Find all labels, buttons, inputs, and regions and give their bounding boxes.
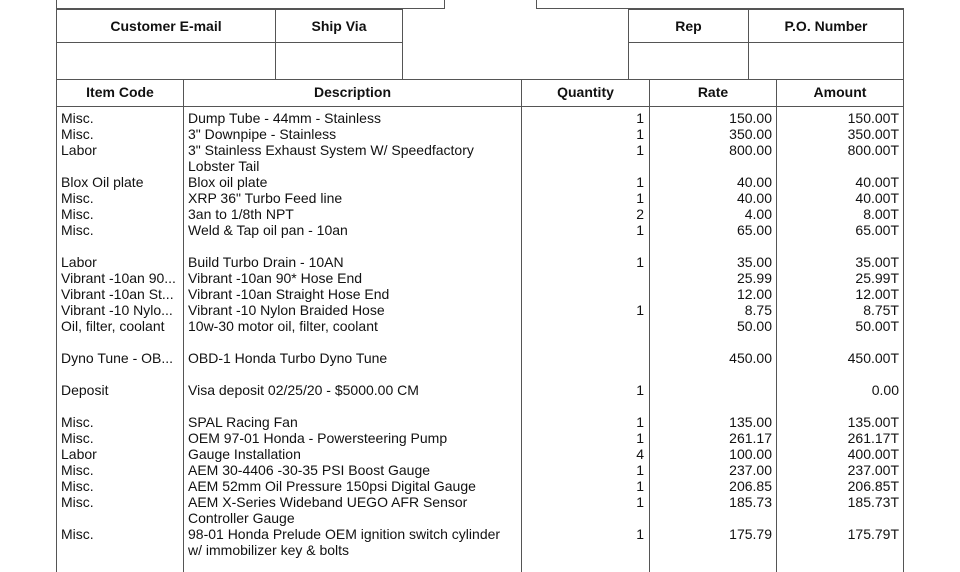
amount-cell: 50.00T [855, 318, 899, 334]
item-code-cell: Deposit [61, 382, 109, 398]
rate-cell: 450.00 [729, 350, 772, 366]
quantity-cell: 2 [636, 206, 644, 222]
item-code-cell: Misc. [61, 462, 94, 478]
quantity-cell: 1 [636, 110, 644, 126]
item-code-cell: Misc. [61, 110, 94, 126]
rate-cell: 25.99 [736, 270, 772, 286]
amount-cell: 65.00T [855, 222, 899, 238]
quantity-cell: 1 [636, 414, 644, 430]
quantity-cell: 1 [636, 302, 644, 318]
quantity-cell: 4 [636, 446, 644, 462]
description-cell: AEM 30-4406 -30-35 PSI Boost Gauge [188, 462, 431, 478]
column-header-quantity: Quantity [557, 84, 614, 100]
item-code-cell: Blox Oil plate [61, 174, 144, 190]
amount-cell: 8.75T [863, 302, 899, 318]
rate-cell: 40.00 [736, 174, 772, 190]
item-code-cell: Labor [61, 254, 97, 270]
description-cell: w/ immobilizer key & bolts [188, 542, 350, 558]
description-cell: Gauge Installation [188, 446, 301, 462]
amount-cell: 40.00T [855, 190, 899, 206]
amount-cell: 206.85T [847, 478, 899, 494]
amount-cell: 25.99T [855, 270, 899, 286]
description-cell: 3" Stainless Exhaust System W/ Speedfactory [188, 142, 474, 158]
amount-cell: 0.00 [871, 382, 899, 398]
amount-cell: 800.00T [847, 142, 899, 158]
rate-cell: 8.75 [744, 302, 772, 318]
item-code-cell: Misc. [61, 126, 94, 142]
item-code-cell: Misc. [61, 190, 94, 206]
quantity-cell: 1 [636, 526, 644, 542]
quantity-cell: 1 [636, 142, 644, 158]
item-code-cell: Misc. [61, 494, 94, 510]
quantity-cell: 1 [636, 478, 644, 494]
rate-cell: 261.17 [729, 430, 772, 446]
rate-cell: 50.00 [736, 318, 772, 334]
rate-cell: 12.00 [736, 286, 772, 302]
rate-cell: 4.00 [744, 206, 772, 222]
description-cell: Controller Gauge [188, 510, 295, 526]
quantity-cell: 1 [636, 494, 644, 510]
amount-cell: 8.00T [863, 206, 899, 222]
item-code-cell: Vibrant -10an St... [61, 286, 174, 302]
rate-cell: 350.00 [729, 126, 772, 142]
rate-cell: 237.00 [729, 462, 772, 478]
quantity-cell: 1 [636, 190, 644, 206]
description-cell: Vibrant -10 Nylon Braided Hose [188, 302, 385, 318]
quantity-cell: 1 [636, 254, 644, 270]
item-code-cell: Misc. [61, 414, 94, 430]
quantity-cell: 1 [636, 126, 644, 142]
item-code-cell: Misc. [61, 206, 94, 222]
amount-cell: 450.00T [847, 350, 899, 366]
quantity-cell: 1 [636, 222, 644, 238]
amount-cell: 175.79T [847, 526, 899, 542]
description-cell: Visa deposit 02/25/20 - $5000.00 CM [188, 382, 419, 398]
item-code-cell: Oil, filter, coolant [61, 318, 165, 334]
amount-cell: 135.00T [847, 414, 899, 430]
amount-cell: 261.17T [847, 430, 899, 446]
item-code-cell: Misc. [61, 526, 94, 542]
quantity-cell: 1 [636, 382, 644, 398]
description-cell: Build Turbo Drain - 10AN [188, 254, 344, 270]
rate-cell: 65.00 [736, 222, 772, 238]
item-code-cell: Misc. [61, 222, 94, 238]
column-header-rate: Rate [697, 84, 729, 100]
rate-cell: 175.79 [729, 526, 772, 542]
item-code-cell: Vibrant -10 Nylo... [61, 302, 173, 318]
quantity-cell: 1 [636, 430, 644, 446]
column-header-description: Description [313, 84, 391, 100]
item-code-cell: Labor [61, 142, 97, 158]
quantity-cell: 1 [636, 174, 644, 190]
description-cell: Vibrant -10an Straight Hose End [188, 286, 390, 302]
item-code-cell: Misc. [61, 478, 94, 494]
description-cell: 98-01 Honda Prelude OEM ignition switch cylinder [188, 526, 501, 542]
rate-cell: 100.00 [729, 446, 772, 462]
amount-cell: 150.00T [847, 110, 899, 126]
rate-cell: 206.85 [729, 478, 772, 494]
rate-cell: 40.00 [736, 190, 772, 206]
rate-cell: 150.00 [729, 110, 772, 126]
description-cell: Dump Tube - 44mm - Stainless [188, 110, 381, 126]
header-customer-email: Customer E-mail [110, 18, 222, 34]
amount-cell: 185.73T [847, 494, 899, 510]
description-cell: OEM 97-01 Honda - Powersteering Pump [188, 430, 448, 446]
item-code-cell: Labor [61, 446, 97, 462]
rate-cell: 185.73 [729, 494, 772, 510]
header-ship-via: Ship Via [311, 18, 367, 34]
amount-cell: 40.00T [855, 174, 899, 190]
header-po-number: P.O. Number [784, 18, 868, 34]
amount-cell: 350.00T [847, 126, 899, 142]
description-cell: SPAL Racing Fan [188, 414, 298, 430]
amount-cell: 12.00T [855, 286, 899, 302]
item-code-cell: Vibrant -10an 90... [61, 270, 176, 286]
item-code-cell: Misc. [61, 430, 94, 446]
header-rep: Rep [675, 18, 702, 34]
description-cell: AEM X-Series Wideband UEGO AFR Sensor [188, 494, 468, 510]
description-cell: XRP 36" Turbo Feed line [188, 190, 343, 206]
quantity-cell: 1 [636, 462, 644, 478]
description-cell: Lobster Tail [188, 158, 260, 174]
description-cell: 3" Downpipe - Stainless [188, 126, 337, 142]
description-cell: 10w-30 motor oil, filter, coolant [188, 318, 378, 334]
amount-cell: 400.00T [847, 446, 899, 462]
rate-cell: 35.00 [736, 254, 772, 270]
item-code-cell: Dyno Tune - OB... [61, 350, 174, 366]
description-cell: 3an to 1/8th NPT [188, 206, 294, 222]
description-cell: Vibrant -10an 90* Hose End [188, 270, 363, 286]
description-cell: Blox oil plate [188, 174, 268, 190]
rate-cell: 800.00 [729, 142, 772, 158]
amount-cell: 35.00T [855, 254, 899, 270]
column-header-amount: Amount [813, 84, 867, 100]
rate-cell: 135.00 [729, 414, 772, 430]
amount-cell: 237.00T [847, 462, 899, 478]
description-cell: Weld & Tap oil pan - 10an [188, 222, 348, 238]
description-cell: AEM 52mm Oil Pressure 150psi Digital Gauge [188, 478, 476, 494]
column-header-item-code: Item Code [86, 84, 154, 100]
description-cell: OBD-1 Honda Turbo Dyno Tune [188, 350, 388, 366]
